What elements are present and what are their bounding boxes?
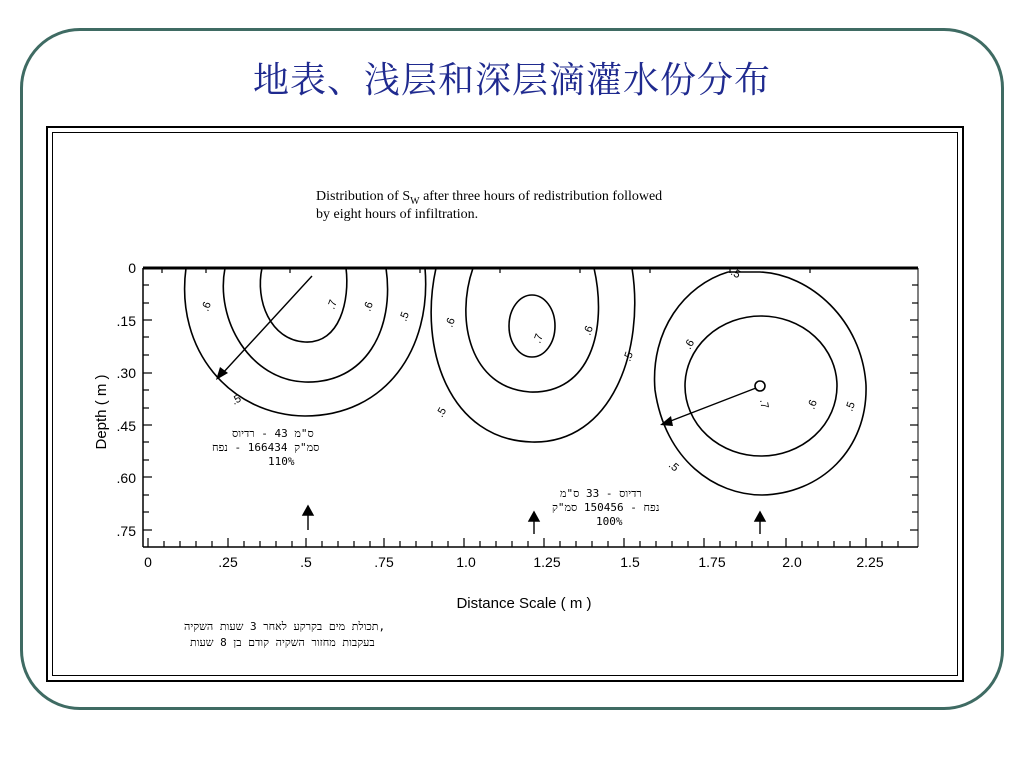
contour-label: .5 [397, 310, 412, 324]
y-tick-label: .45 [116, 418, 136, 434]
contour-line [509, 295, 555, 357]
x-tick-label: 2.0 [782, 554, 802, 570]
figure-caption-line2: by eight hours of infiltration. [316, 207, 479, 222]
x-tick-label: .25 [218, 554, 238, 570]
x-tick-labels [144, 554, 884, 570]
contour-label: .5 [843, 400, 858, 414]
x-tick-label: 1.0 [456, 554, 476, 570]
x-tick-label: 1.25 [533, 554, 561, 570]
note-line: בעקבות מחזור השקיה קודם בן 8 שעות [190, 636, 375, 649]
contour-label: .6 [199, 300, 214, 314]
contour-label: .6 [805, 398, 820, 412]
contour-label: .6 [581, 324, 596, 338]
emitter-marker [755, 381, 765, 391]
contour-label: .5 [666, 459, 681, 475]
left-emitter-annotation [212, 427, 319, 468]
contour-label: .5 [229, 392, 244, 408]
contours-deep-emitter [655, 272, 867, 495]
y-tick-label: .30 [116, 365, 136, 381]
annotation-line: רדיוס - 33 ס"מ [560, 487, 642, 500]
contour-label: .6 [682, 337, 698, 352]
y-tick-labels [117, 260, 137, 539]
x-tick-label: 2.25 [856, 554, 884, 570]
contour-label: .5 [728, 266, 743, 282]
y-axis-title: Depth ( m ) [93, 374, 110, 450]
right-emitter-annotation [552, 487, 659, 528]
bottom-note [184, 620, 385, 649]
contour-line [685, 316, 837, 456]
x-tick-label: 1.75 [698, 554, 726, 570]
annotation-line: 100% [596, 515, 623, 528]
annotation-line: 110% [268, 455, 295, 468]
radius-arrow-line [668, 388, 756, 422]
contour-line [431, 268, 635, 442]
contour-label: .6 [443, 316, 458, 330]
contour-label: .7 [531, 332, 546, 346]
contour-line [466, 268, 599, 392]
x-tick-label: .5 [300, 554, 312, 570]
slide-title: 地表、浅层和深层滴灌水份分布 [252, 60, 771, 101]
x-tick-label: 1.5 [620, 554, 640, 570]
x-tick-label: .75 [374, 554, 394, 570]
contour-label: .5 [434, 405, 450, 420]
radius-arrow-line [222, 276, 312, 374]
emitter-position-arrows [303, 506, 765, 534]
contour-label: .7 [325, 298, 340, 312]
annotation-line: ס"מ 43 - רדיוס [232, 427, 314, 440]
contour-line [655, 272, 867, 495]
y-tick-label: 0 [128, 260, 136, 276]
contour-line [223, 268, 387, 382]
contour-label: .7 [757, 398, 771, 410]
contours-shallow-emitter [431, 268, 635, 442]
y-tick-label: .75 [116, 523, 136, 539]
x-axis-title: Distance Scale ( m ) [456, 595, 592, 612]
y-tick-marks [143, 268, 918, 530]
position-arrowhead [755, 512, 765, 521]
x-tick-label: 0 [144, 554, 152, 570]
position-arrowhead [303, 506, 313, 515]
annotation-line: נפח - 150456 סמ"ק [552, 501, 660, 514]
note-line: תכולת מים בקרקע לאחר 3 שעות השקיה, [184, 620, 386, 633]
figure-caption-line1: Distribution of $S_W$ after three hours of redistribution followed [316, 189, 663, 207]
y-tick-label: .15 [116, 313, 136, 329]
annotation-line: סמ"ק 166434 - נפח [212, 441, 320, 454]
position-arrowhead [529, 512, 539, 521]
contour-label: .5 [621, 350, 636, 364]
contours-surface-emitter [185, 268, 426, 416]
contour-label: .6 [361, 300, 376, 314]
y-tick-label: .60 [116, 470, 136, 486]
